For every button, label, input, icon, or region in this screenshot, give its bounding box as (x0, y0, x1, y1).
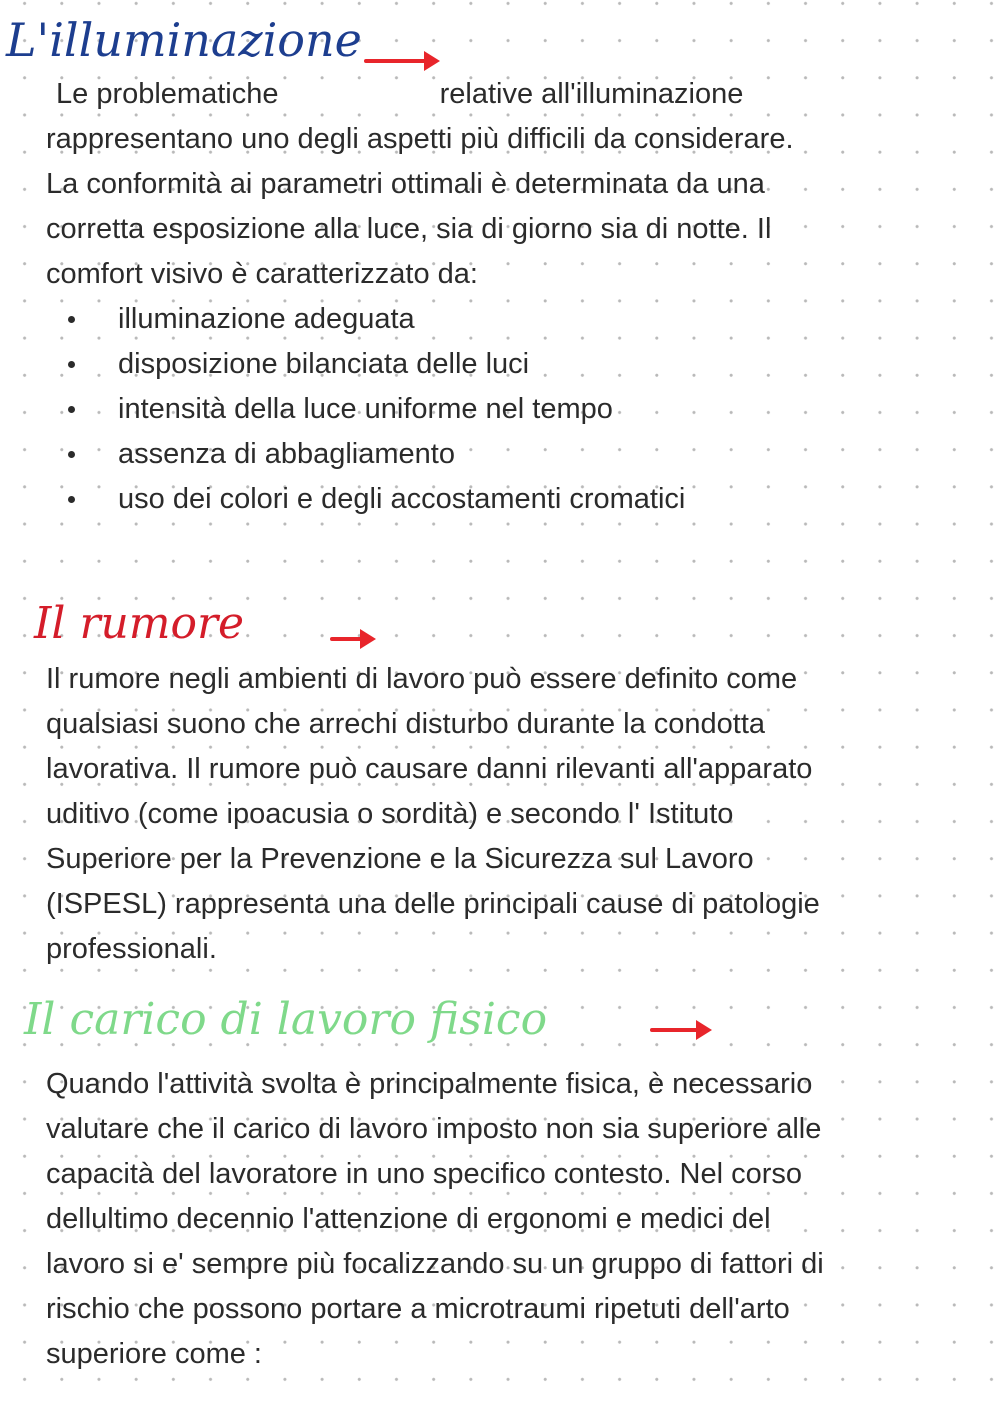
text-line: capacità del lavoratore in uno specifico contesto. Nel corso (46, 1158, 803, 1190)
text-line: comfort visivo è caratterizzato da: (46, 258, 478, 290)
text-line: Il rumore negli ambienti di lavoro può essere definito come (46, 663, 798, 695)
bullet-icon (68, 361, 75, 368)
paragraph-carico-lavoro (46, 1062, 824, 1377)
text-line: rappresentano uno degli aspetti più difficili da considerare. (46, 123, 794, 155)
bullet-icon (68, 496, 75, 503)
section-heading-rumore: Il rumore (34, 598, 245, 649)
list-item-text: disposizione bilanciata delle luci (118, 348, 530, 380)
text-line: La conformità ai parametri ottimali è determinata da una (46, 168, 765, 200)
list-item (60, 432, 685, 477)
list-item (60, 342, 685, 387)
paragraph-illuminazione (46, 72, 794, 297)
text-line: uditivo (come ipoacusia o sordità) e secondo l' Istituto (46, 798, 734, 830)
arrow-right-icon (364, 59, 436, 63)
list-item-text: intensità della luce uniforme nel tempo (118, 393, 613, 425)
text-line: dellultimo decennio l'attenzione di ergonomi e medici del (46, 1203, 771, 1235)
text-line: corretta esposizione alla luce, sia di giorno sia di notte. Il (46, 213, 772, 245)
text-line: lavorativa. Il rumore può causare danni rilevanti all'apparato (46, 753, 813, 785)
text-line: superiore come : (46, 1338, 262, 1370)
text-line: professionali. (46, 933, 217, 965)
text-line: rischio che possono portare a microtraumi ripetuti dell'arto (46, 1293, 790, 1325)
paragraph-rumore (46, 657, 820, 972)
list-item (60, 477, 685, 522)
text-line: Superiore per la Prevenzione e la Sicurezza sul Lavoro (46, 843, 754, 875)
text-line: valutare che il carico di lavoro imposto non sia superiore alle (46, 1113, 822, 1145)
section-heading-illuminazione: L'illuminazione (6, 13, 362, 67)
section-heading-carico-lavoro: Il carico di lavoro fisico (24, 994, 548, 1045)
text-line: qualsiasi suono che arrechi disturbo durante la condotta (46, 708, 766, 740)
list-item (60, 297, 685, 342)
bullet-icon (68, 406, 75, 413)
arrow-right-icon (650, 1028, 708, 1032)
list-item-text: uso dei colori e degli accostamenti cromatici (118, 483, 686, 515)
text-line: Quando l'attività svolta è principalmente fisica, è necessario (46, 1068, 813, 1100)
text-line: (ISPESL) rappresenta una delle principali cause di patologie (46, 888, 820, 920)
list-item (60, 387, 685, 432)
comfort-list (60, 297, 685, 522)
arrow-right-icon (330, 637, 372, 641)
list-item-text: illuminazione adeguata (118, 303, 415, 335)
text-line: Le problematiche relative all'illuminazione (56, 78, 744, 110)
text-line: lavoro si e' sempre più focalizzando su un gruppo di fattori di (46, 1248, 824, 1280)
bullet-icon (68, 451, 75, 458)
bullet-icon (68, 316, 75, 323)
list-item-text: assenza di abbagliamento (118, 438, 455, 470)
